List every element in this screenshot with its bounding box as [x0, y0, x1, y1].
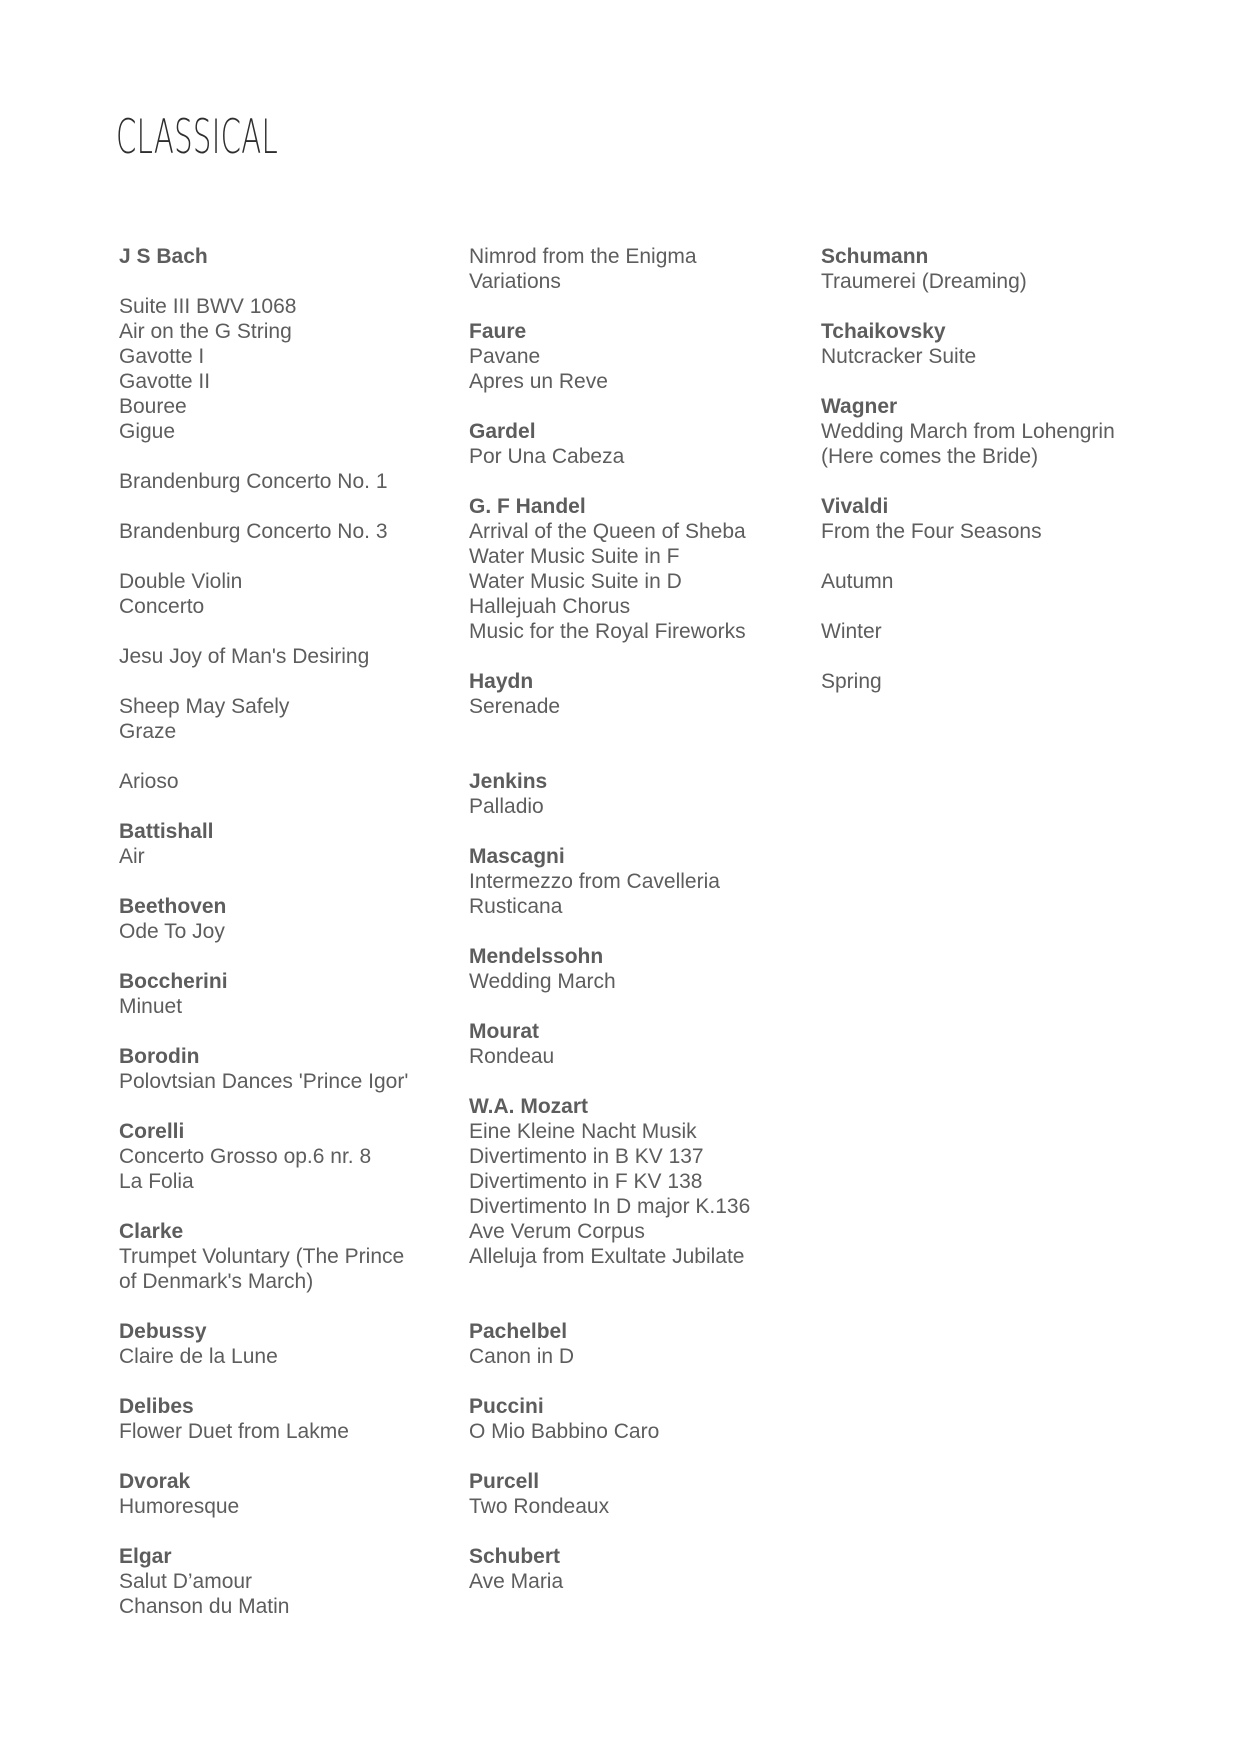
spacer	[821, 469, 1151, 494]
repertoire-column-1	[119, 244, 439, 1619]
repertoire-column-2	[469, 244, 799, 1594]
piece-title: Water Music Suite in F	[469, 545, 680, 568]
spacer	[119, 1444, 439, 1469]
composer-heading: Delibes	[119, 1395, 194, 1418]
piece-title: Brandenburg Concerto No. 3	[119, 520, 388, 543]
piece-title: Two Rondeaux	[469, 1495, 610, 1518]
piece-title: Hallejuah Chorus	[469, 595, 631, 618]
piece-title: Spring	[821, 670, 882, 693]
spacer	[469, 819, 799, 844]
spacer	[469, 1369, 799, 1394]
piece-title: Sheep May Safely	[119, 695, 290, 718]
composer-heading: Puccini	[469, 1395, 544, 1418]
piece-title: Rusticana	[469, 895, 563, 918]
spacer	[821, 294, 1151, 319]
spacer	[821, 369, 1151, 394]
spacer	[821, 544, 1151, 569]
spacer	[119, 1519, 439, 1544]
spacer	[119, 494, 439, 519]
piece-title: (Here comes the Bride)	[821, 445, 1039, 468]
composer-heading: Faure	[469, 320, 527, 343]
composer-heading: Corelli	[119, 1120, 185, 1143]
composer-heading: Boccherini	[119, 970, 228, 993]
piece-title: Air	[119, 845, 145, 868]
composer-heading: J S Bach	[119, 245, 208, 268]
composer-heading: Vivaldi	[821, 495, 889, 518]
composer-heading: Clarke	[119, 1220, 184, 1243]
spacer	[119, 269, 439, 294]
spacer	[469, 1519, 799, 1544]
piece-title: O Mio Babbino Caro	[469, 1420, 660, 1443]
spacer	[119, 944, 439, 969]
spacer	[119, 444, 439, 469]
composer-heading: Pachelbel	[469, 1320, 568, 1343]
composer-heading: Gardel	[469, 420, 536, 443]
composer-heading: Debussy	[119, 1320, 207, 1343]
piece-title: Water Music Suite in D	[469, 570, 682, 593]
spacer	[469, 1444, 799, 1469]
spacer	[469, 1294, 799, 1319]
composer-heading: Beethoven	[119, 895, 227, 918]
piece-title: Divertimento in B KV 137	[469, 1145, 704, 1168]
piece-title: Winter	[821, 620, 882, 643]
spacer	[469, 1269, 799, 1294]
piece-title: Divertimento in F KV 138	[469, 1170, 703, 1193]
composer-heading: Tchaikovsky	[821, 320, 946, 343]
composer-heading: Jenkins	[469, 770, 548, 793]
spacer	[469, 394, 799, 419]
composer-heading: Mendelssohn	[469, 945, 604, 968]
piece-title: Humoresque	[119, 1495, 240, 1518]
spacer	[821, 594, 1151, 619]
spacer	[119, 1294, 439, 1319]
spacer	[469, 719, 799, 744]
spacer	[119, 619, 439, 644]
composer-heading: G. F Handel	[469, 495, 586, 518]
spacer	[469, 294, 799, 319]
piece-title: Rondeau	[469, 1045, 555, 1068]
piece-title: Polovtsian Dances 'Prince Igor'	[119, 1070, 409, 1093]
spacer	[119, 1094, 439, 1119]
spacer	[119, 744, 439, 769]
piece-title: Apres un Reve	[469, 370, 608, 393]
piece-title: Gavotte II	[119, 370, 211, 393]
spacer	[469, 744, 799, 769]
piece-title: Wedding March	[469, 970, 616, 993]
piece-title: Graze	[119, 720, 177, 743]
piece-title: Claire de la Lune	[119, 1345, 278, 1368]
piece-title: Nutcracker Suite	[821, 345, 977, 368]
piece-title: Variations	[469, 270, 561, 293]
piece-title: Eine Kleine Nacht Musik	[469, 1120, 697, 1143]
piece-title: Nimrod from the Enigma	[469, 245, 697, 268]
spacer	[119, 794, 439, 819]
composer-heading: Dvorak	[119, 1470, 191, 1493]
piece-title: Autumn	[821, 570, 894, 593]
piece-title: Gigue	[119, 420, 176, 443]
piece-title: Intermezzo from Cavelleria	[469, 870, 720, 893]
piece-title: Ave Verum Corpus	[469, 1220, 645, 1243]
piece-title: Jesu Joy of Man's Desiring	[119, 645, 370, 668]
composer-heading: Borodin	[119, 1045, 200, 1068]
piece-title: Serenade	[469, 695, 561, 718]
spacer	[119, 544, 439, 569]
piece-title: Palladio	[469, 795, 544, 818]
piece-title: Wedding March from Lohengrin	[821, 420, 1115, 443]
composer-heading: Mourat	[469, 1020, 539, 1043]
piece-title: Concerto	[119, 595, 205, 618]
composer-heading: Elgar	[119, 1545, 172, 1568]
piece-title: Chanson du Matin	[119, 1595, 290, 1618]
piece-title: of Denmark's March)	[119, 1270, 314, 1293]
piece-title: Flower Duet from Lakme	[119, 1420, 349, 1443]
spacer	[469, 994, 799, 1019]
piece-title: Salut D’amour	[119, 1570, 253, 1593]
composer-heading: W.A. Mozart	[469, 1095, 588, 1118]
piece-title: Canon in D	[469, 1345, 575, 1368]
piece-title: Por Una Cabeza	[469, 445, 625, 468]
spacer	[119, 1019, 439, 1044]
spacer	[469, 1069, 799, 1094]
piece-title: La Folia	[119, 1170, 194, 1193]
piece-title: Music for the Royal Fireworks	[469, 620, 746, 643]
piece-title: Ave Maria	[469, 1570, 564, 1593]
piece-title: Concerto Grosso op.6 nr. 8	[119, 1145, 372, 1168]
composer-heading: Mascagni	[469, 845, 565, 868]
piece-title: Minuet	[119, 995, 183, 1018]
piece-title: Trumpet Voluntary (The Prince	[119, 1245, 405, 1268]
piece-title: Brandenburg Concerto No. 1	[119, 470, 388, 493]
composer-heading: Purcell	[469, 1470, 540, 1493]
spacer	[119, 1194, 439, 1219]
piece-title: Air on the G String	[119, 320, 292, 343]
repertoire-column-3	[821, 244, 1151, 694]
piece-title: Pavane	[469, 345, 541, 368]
spacer	[821, 644, 1151, 669]
spacer	[119, 1369, 439, 1394]
piece-title: Bouree	[119, 395, 187, 418]
piece-title: From the Four Seasons	[821, 520, 1042, 543]
composer-heading: Schubert	[469, 1545, 561, 1568]
piece-title: Arioso	[119, 770, 179, 793]
piece-title: Traumerei (Dreaming)	[821, 270, 1027, 293]
piece-title: Alleluja from Exultate Jubilate	[469, 1245, 745, 1268]
spacer	[469, 644, 799, 669]
spacer	[119, 669, 439, 694]
composer-heading: Battishall	[119, 820, 214, 843]
piece-title: Suite III BWV 1068	[119, 295, 297, 318]
spacer	[469, 919, 799, 944]
composer-heading: Wagner	[821, 395, 898, 418]
piece-title: Divertimento In D major K.136	[469, 1195, 751, 1218]
piece-title: Double Violin	[119, 570, 243, 593]
composer-heading: Schumann	[821, 245, 929, 268]
piece-title: Arrival of the Queen of Sheba	[469, 520, 746, 543]
spacer	[119, 869, 439, 894]
page-title: CLASSICAL	[116, 110, 279, 165]
spacer	[469, 469, 799, 494]
piece-title: Ode To Joy	[119, 920, 225, 943]
composer-heading: Haydn	[469, 670, 534, 693]
piece-title: Gavotte I	[119, 345, 205, 368]
